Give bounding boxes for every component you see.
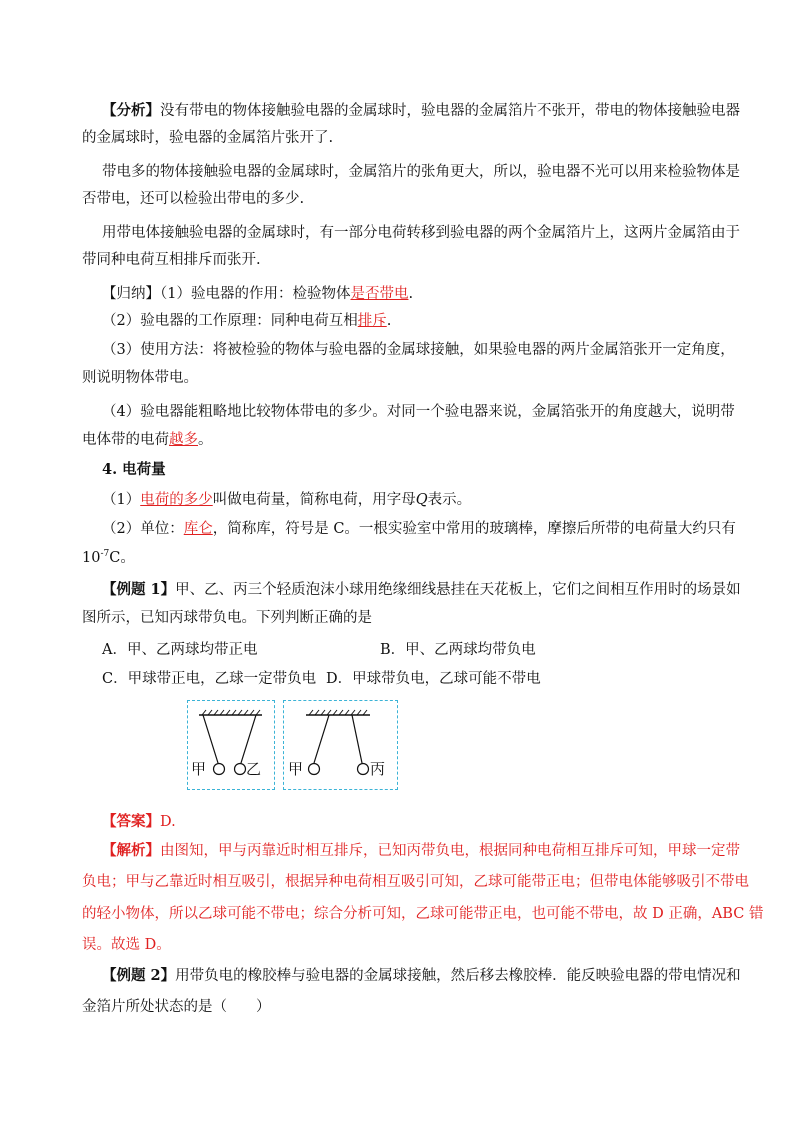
symbol-q: Q (415, 492, 428, 508)
section-heading: 4. 电荷量 (102, 461, 166, 478)
definition-2: （2）单位：库仑，简称库，符号是 C。一根实验室中常用的玻璃棒，摩擦后所带的电荷量大约只有 (102, 521, 736, 537)
thread-right (241, 715, 256, 763)
ball-jia (309, 764, 320, 775)
ball-bing (358, 764, 369, 775)
analysis-line: 的金属球时，验电器的金属箔片张开了. (82, 130, 334, 146)
example-tag: 【例题 1】 (102, 581, 176, 598)
explanation-line: 误。故选 D。 (82, 937, 171, 953)
definition-2-cont: $10^{-7}C$。 (82, 549, 135, 566)
key-term: 库仑 (183, 521, 213, 537)
explanation-line: 【解析】由图知，甲与丙靠近时相互排斥，已知丙带负电，根据同种电荷相互排斥可知，甲球一定带 (102, 842, 740, 859)
example-1-question-cont: 图所示，已知丙球带负电。下列判断正确的是 (82, 610, 372, 626)
example-2-question: 【例题 2】用带负电的橡胶棒与验电器的金属球接触，然后移去橡胶棒．能反映验电器的带电情况和 (102, 967, 741, 984)
option-d: D．甲球带负电，乙球可能不带电 (326, 671, 541, 687)
analysis-line: 用带电体接触验电器的金属球时，有一部分电荷转移到验电器的两个金属箔片上，这两片金属箔由于 (102, 225, 740, 241)
key-term: 排斥 (357, 313, 387, 329)
figure-jia-yi (187, 700, 275, 790)
summary-item-4: （4）验电器能粗略地比较物体带电的多少。对同一个验电器来说，金属箔张开的角度越大，说明带 (102, 404, 735, 420)
thread-right (352, 715, 362, 763)
label-yi: 乙 (246, 760, 262, 778)
analysis-line: 【分析】没有带电的物体接触验电器的金属球时，验电器的金属箔片不张开，带电的物体接触验电器 (102, 102, 740, 119)
example-1-question: 【例题 1】甲、乙、丙三个轻质泡沫小球用绝缘细线悬挂在天花板上，它们之间相互作用时的场景如 (102, 581, 741, 598)
explanation-line: 负电；甲与乙靠近时相互吸引，根据异种电荷相互吸引可知，乙球可能带正电；但带电体能够吸引不带电 (82, 874, 749, 890)
label-jia: 甲 (191, 760, 207, 778)
key-term: 电荷的多少 (140, 492, 213, 508)
answer-tag: 【答案】 (102, 813, 160, 830)
ball-jia (214, 764, 225, 775)
explanation-tag: 【解析】 (102, 842, 160, 859)
analysis-line: 否带电，还可以检验出带电的多少. (82, 191, 305, 207)
label-jia: 甲 (288, 760, 304, 778)
summary-item-3: （3）使用方法：将被检验的物体与验电器的金属球接触，如果验电器的两片金属箔张开一定角度， (102, 342, 735, 358)
summary-item-4-cont: 电体带的电荷越多。 (82, 432, 213, 448)
thread-left (203, 715, 218, 763)
summary-item-2: （2）验电器的工作原理：同种电荷互相排斥. (102, 313, 392, 329)
ball-yi (235, 764, 246, 775)
explanation-line: 的轻小物体，所以乙球可能不带电；综合分析可知，乙球可能带正电，也可能不带电，故 D 正确，ABC 错 (82, 906, 764, 922)
option-c: C．甲球带正电，乙球一定带负电 (102, 671, 317, 687)
option-a: A．甲、乙两球均带正电 (102, 642, 258, 658)
definition-1: （1）电荷的多少叫做电荷量，简称电荷，用字母Q表示。 (102, 492, 472, 508)
answer-line (102, 812, 176, 832)
summary-tag: 【归纳】 (102, 286, 160, 302)
answer-value: D. (160, 814, 176, 830)
analysis-line: 带电多的物体接触验电器的金属球时，金属箔片的张角更大，所以，验电器不光可以用来检验物体是 (102, 164, 740, 180)
analysis-line: 带同种电荷互相排斥而张开. (82, 252, 261, 268)
figure-jia-bing (283, 700, 398, 790)
example-2-question-cont: 金箔片所处状态的是（ ） (82, 999, 271, 1015)
key-term: 越多 (169, 432, 198, 448)
option-b: B．甲、乙两球均带负电 (380, 642, 536, 658)
key-term: 是否带电 (350, 286, 409, 302)
summary-item-1: 【归纳】（1）验电器的作用：检验物体是否带电. (102, 286, 414, 302)
analysis-tag: 【分析】 (102, 102, 160, 119)
label-bing: 丙 (370, 760, 386, 778)
example-tag: 【例题 2】 (102, 967, 176, 984)
summary-item-3-cont: 则说明物体带电。 (82, 370, 198, 386)
thread-left (314, 715, 329, 763)
